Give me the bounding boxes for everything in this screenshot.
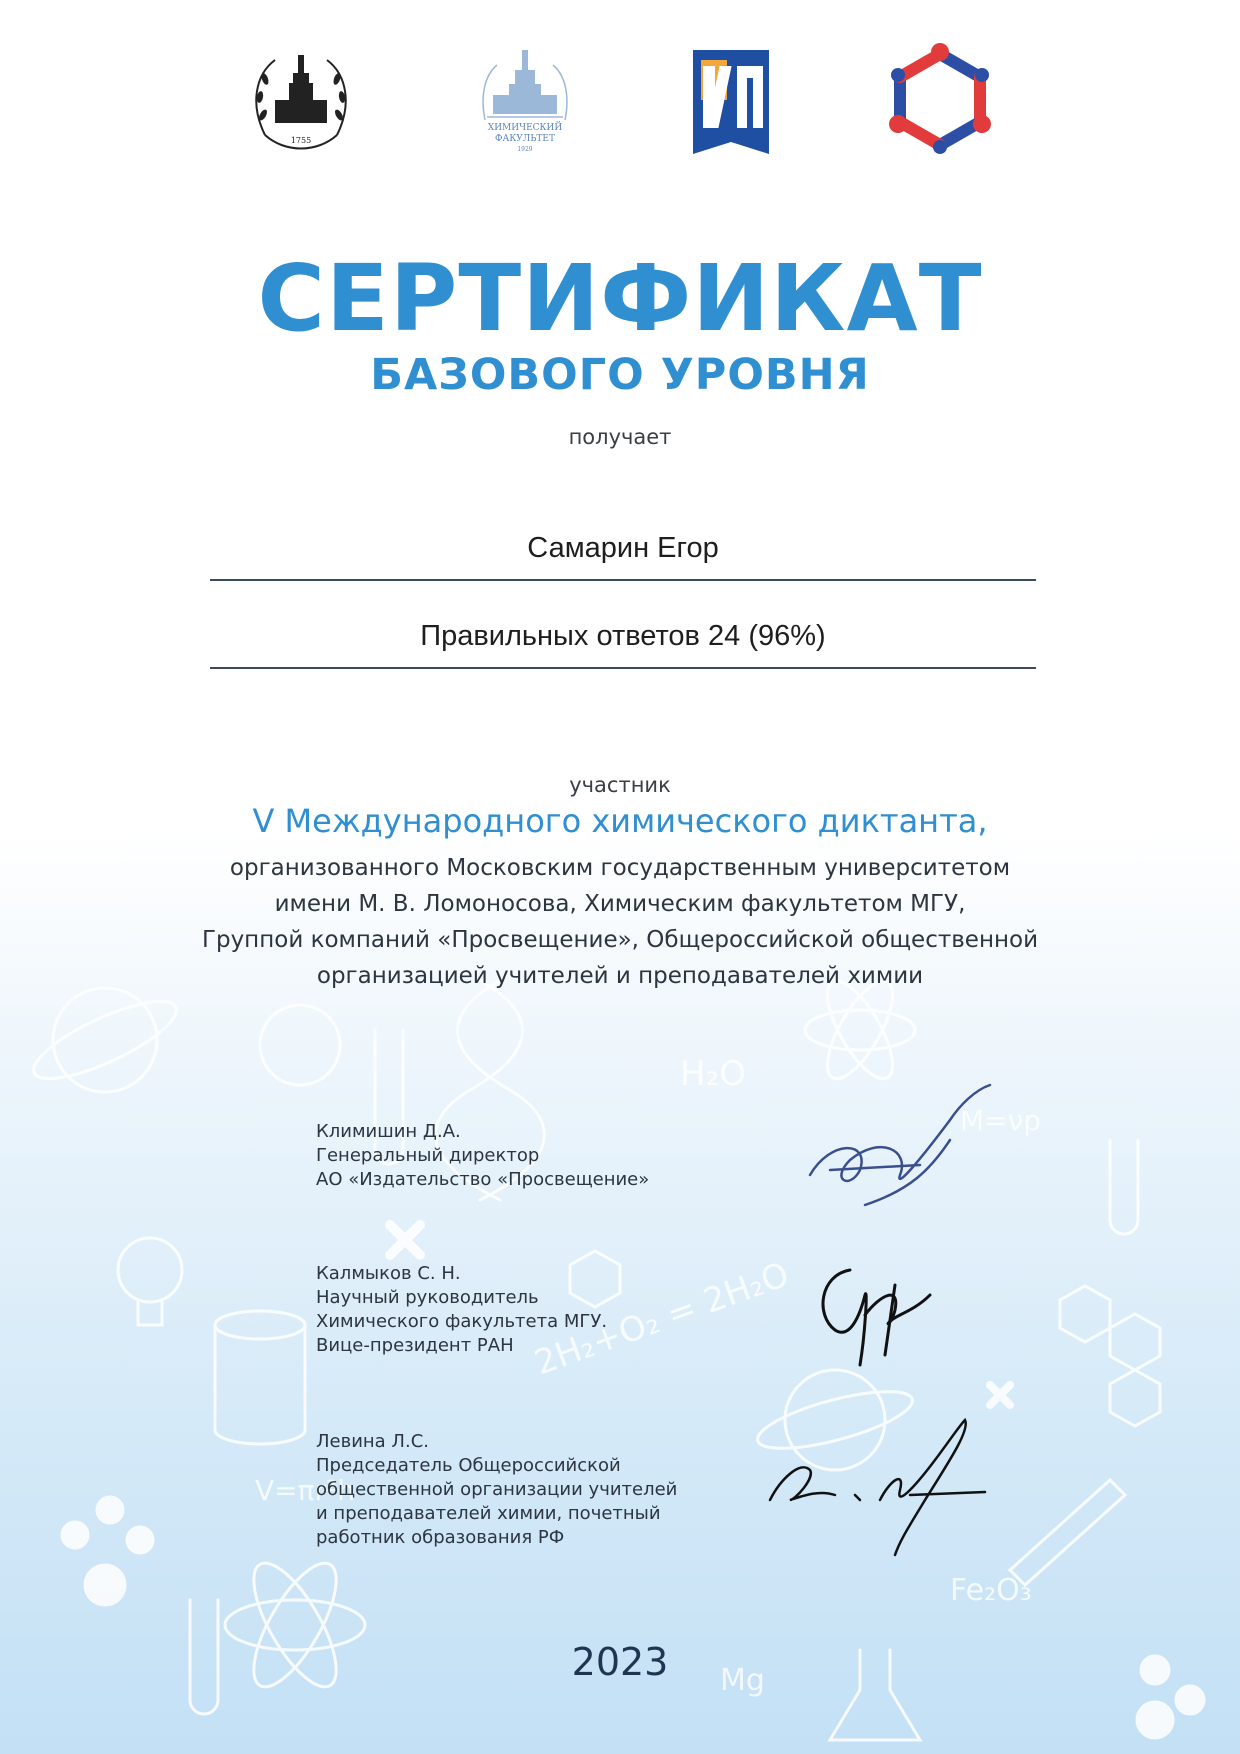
teachers-organization-logo bbox=[885, 42, 995, 161]
signatory-name: Левина Л.С. bbox=[316, 1431, 429, 1452]
msu-logo bbox=[245, 45, 357, 161]
signatory-position-line: Научный руководитель bbox=[316, 1287, 539, 1308]
participant-label: участник bbox=[569, 773, 671, 797]
chemistry-faculty-line1: ХИМИЧЕСКИЙ bbox=[487, 123, 563, 133]
msu-logo-year: 1755 bbox=[290, 136, 312, 145]
signatory-position-line: Химического факультета МГУ. bbox=[316, 1311, 608, 1332]
svg-text:Fe₂O₃: Fe₂O₃ bbox=[950, 1573, 1032, 1608]
chemistry-faculty-year: 1929 bbox=[517, 146, 533, 153]
svg-text:2H₂+O₂ = 2H₂O: 2H₂+O₂ = 2H₂O bbox=[529, 1254, 795, 1384]
prosveshchenie-logo bbox=[693, 50, 769, 158]
signatory-position-line: общественной организации учителей bbox=[316, 1479, 678, 1500]
chemistry-faculty-logo bbox=[475, 45, 575, 161]
signatory-name: Климишин Д.А. bbox=[316, 1121, 461, 1142]
organizers-line-1: организованного Московским государственным университетом bbox=[229, 855, 1011, 881]
signatory-position-line: Председатель Общероссийской bbox=[316, 1455, 621, 1476]
certificate-subtitle: БАЗОВОГО УРОВНЯ bbox=[370, 350, 870, 400]
organizers-line-3: Группой компаний «Просвещение», Общероссийской общественной bbox=[201, 927, 1039, 953]
signature-2 bbox=[810, 1255, 950, 1375]
signatory-position-line: Вице-президент РАН bbox=[316, 1335, 514, 1356]
svg-text:Mg: Mg bbox=[720, 1663, 765, 1698]
result-score: Правильных ответов 24 (96%) bbox=[210, 620, 1036, 669]
receives-label: получает bbox=[568, 425, 672, 449]
signature-3 bbox=[760, 1400, 990, 1560]
organizers-line-2: имени М. В. Ломоносова, Химическим факультетом МГУ, bbox=[274, 891, 966, 917]
svg-text:V=πr²h: V=πr²h bbox=[255, 1474, 355, 1507]
signatory-position-line: АО «Издательство «Просвещение» bbox=[316, 1169, 650, 1190]
signatory-position-line: работник образования РФ bbox=[316, 1527, 565, 1548]
event-title: V Международного химического диктанта, bbox=[252, 802, 988, 840]
certificate-title: СЕРТИФИКАТ bbox=[257, 245, 983, 352]
signatory-position-line: и преподавателей химии, почетный bbox=[316, 1503, 661, 1524]
svg-text:H₂O: H₂O bbox=[680, 1054, 746, 1094]
organizers-line-4: организацией учителей и преподавателей химии bbox=[316, 963, 924, 989]
signature-1 bbox=[800, 1080, 1000, 1210]
signatory-block-2 bbox=[316, 1262, 607, 1358]
recipient-name: Самарин Егор bbox=[210, 532, 1036, 581]
chemistry-faculty-line2: ФАКУЛЬТЕТ bbox=[495, 134, 555, 144]
signatory-position-line: Генеральный директор bbox=[316, 1145, 540, 1166]
svg-text:M=νp: M=νp bbox=[960, 1104, 1042, 1137]
signatory-block-1 bbox=[316, 1120, 649, 1192]
certificate-year: 2023 bbox=[571, 1640, 669, 1684]
signatory-block-3 bbox=[316, 1430, 677, 1550]
signatory-name: Калмыков С. Н. bbox=[316, 1263, 461, 1284]
